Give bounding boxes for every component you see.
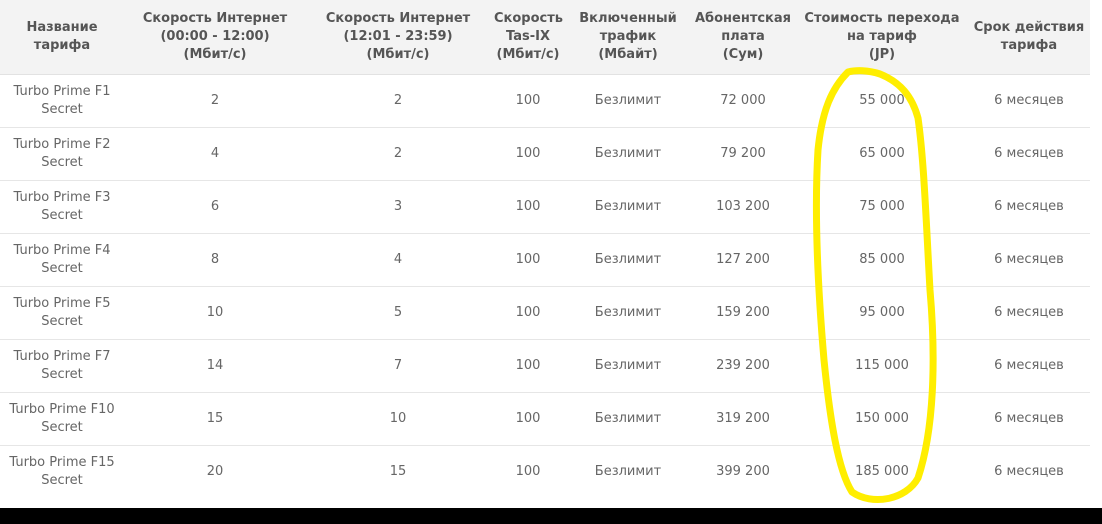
table-row [0,340,1090,393]
cell-traffic: Безлимит [594,464,662,479]
cell-fee: 103 200 [690,181,796,234]
cell-tariff-name: Turbo Prime F2 Secret [0,128,124,181]
cell-speed-night: 7 [306,340,490,393]
cell-traffic: Безлимит [566,287,690,340]
cell-speed-day: 4 [124,128,306,181]
cell-tasix: 100 [490,393,566,446]
table-row [0,393,1090,446]
cell-speed-day: 14 [124,340,306,393]
cell-speed-night: 2 [306,75,490,128]
cell-speed-day: 15 [124,393,306,446]
cell-jp-cost: 185 000 [855,464,909,479]
cell-tasix: 100 [490,128,566,181]
cell-duration: 6 месяцев [968,234,1090,287]
cell-duration: 6 месяцев [968,75,1090,128]
bottom-black-bar [0,508,1102,524]
header-subscription-fee: Абонентская плата (Сум) [690,0,796,75]
cell-fee: 72 000 [690,75,796,128]
cell-traffic: Безлимит [566,75,690,128]
cell-speed-night: 5 [306,287,490,340]
header-tariff-name: Название тарифа [0,0,124,75]
header-speed-night: Скорость Интернет (12:01 - 23:59) (Мбит/с) [306,0,490,75]
cell-tasix: 100 [490,340,566,393]
header-tasix-speed: Скорость Tas-IX (Мбит/с) [490,0,566,75]
cell-traffic: Безлимит [566,340,690,393]
cell-tariff-name: Turbo Prime F7 Secret [0,340,124,393]
cell-tasix: 100 [490,287,566,340]
cell-speed-night: 10 [306,393,490,446]
cell-speed-day: 8 [124,234,306,287]
cell-duration: 6 месяцев [968,340,1090,393]
table-row [0,181,1090,234]
cell-fee: 127 200 [690,234,796,287]
cell-jp-cost: 55 000 [796,75,968,128]
cell-duration: 6 месяцев [968,393,1090,446]
cell-traffic: Безлимит [566,181,690,234]
cell-speed-night: 3 [306,181,490,234]
cell-duration: 6 месяцев [968,181,1090,234]
cell-speed-day: 20 [206,464,224,479]
table-row [0,128,1090,181]
cell-speed-day: 2 [124,75,306,128]
cell-traffic: Безлимит [566,234,690,287]
cell-jp-cost: 115 000 [796,340,968,393]
header-included-traffic: Включенный трафик (Мбайт) [566,0,690,75]
cell-tasix: 100 [515,464,541,479]
cell-speed-night: 2 [306,128,490,181]
cell-tasix: 100 [490,234,566,287]
cell-tariff-name: Turbo Prime F15 Secret [9,455,115,488]
cell-jp-cost: 85 000 [796,234,968,287]
cell-speed-day: 6 [124,181,306,234]
cell-jp-cost: 150 000 [796,393,968,446]
cell-jp-cost: 95 000 [796,287,968,340]
cell-tasix: 100 [490,181,566,234]
cell-traffic: Безлимит [566,128,690,181]
cell-traffic: Безлимит [566,393,690,446]
table-row [0,287,1090,340]
cell-tasix: 100 [490,75,566,128]
cell-jp-cost: 65 000 [796,128,968,181]
cell-tariff-name: Turbo Prime F4 Secret [0,234,124,287]
header-jp-transition-cost: Стоимость перехода на тариф (JP) [796,0,968,75]
table-row [0,234,1090,287]
header-speed-day: Скорость Интернет (00:00 - 12:00) (Мбит/с) [124,0,306,75]
cell-speed-night: 15 [389,464,407,479]
cell-fee: 159 200 [690,287,796,340]
cell-speed-night: 4 [306,234,490,287]
cell-duration: 6 месяцев [968,287,1090,340]
cell-speed-day: 10 [124,287,306,340]
cell-tariff-name: Turbo Prime F1 Secret [0,75,124,128]
cell-fee: 319 200 [690,393,796,446]
cell-duration: 6 месяцев [968,128,1090,181]
cell-fee: 239 200 [690,340,796,393]
header-tariff-duration: Срок действия тарифа [968,0,1090,75]
table-row [0,446,1090,499]
cell-tariff-name: Turbo Prime F5 Secret [0,287,124,340]
cell-jp-cost: 75 000 [796,181,968,234]
table-row [0,75,1090,128]
cell-tariff-name: Turbo Prime F3 Secret [0,181,124,234]
cell-duration: 6 месяцев [994,464,1064,479]
cell-fee: 79 200 [690,128,796,181]
cell-tariff-name: Turbo Prime F10 Secret [0,393,124,446]
table-header-row [0,0,1090,75]
cell-fee: 399 200 [716,464,770,479]
